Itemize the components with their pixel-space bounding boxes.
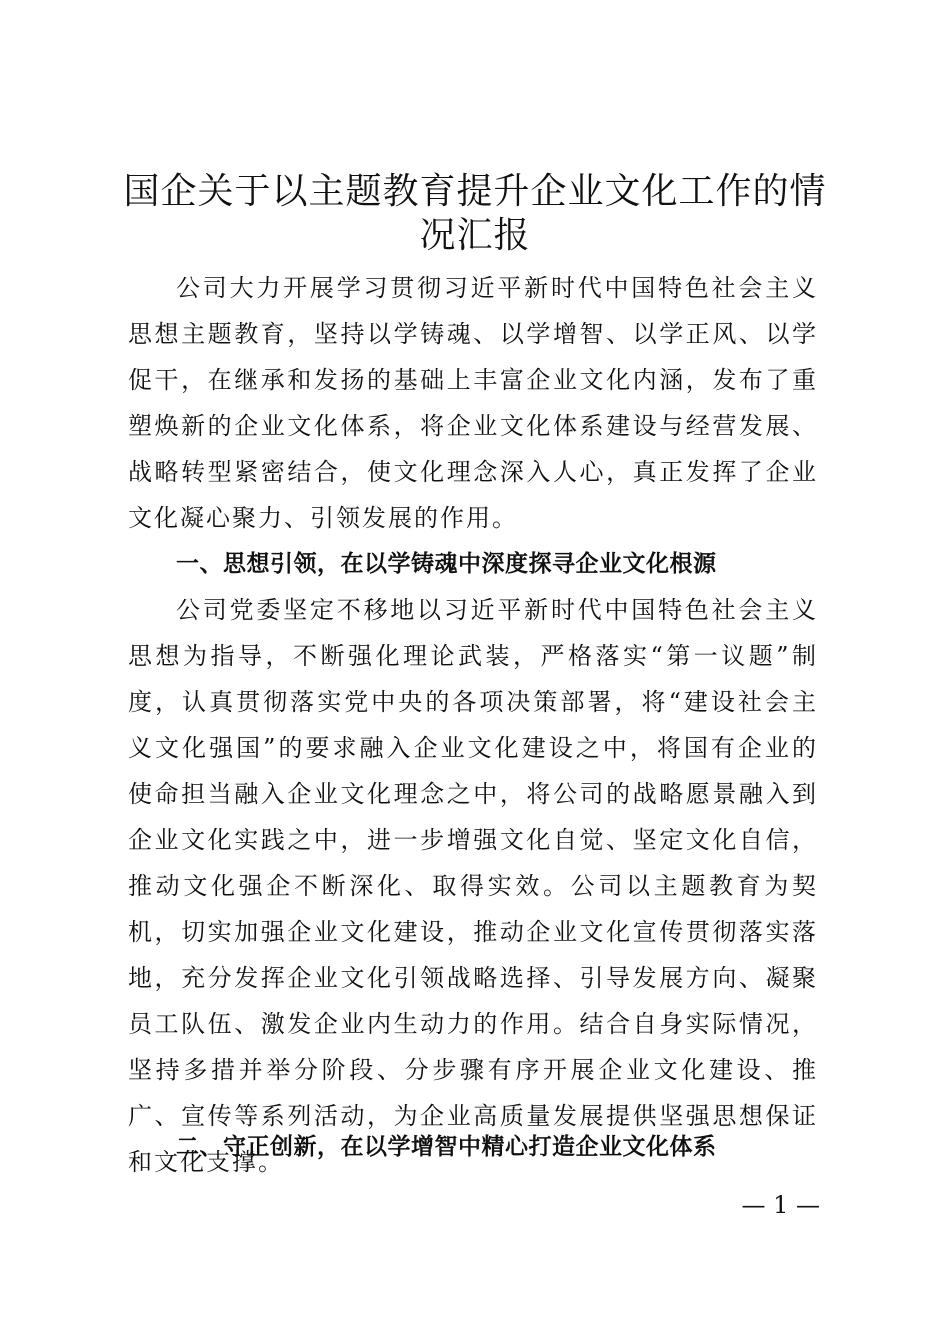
section-heading-2: 二、守正创新，在以学增智中精心打造企业文化体系	[176, 1134, 717, 1160]
section-1-paragraph: 公司党委坚定不移地以习近平新时代中国特色社会主义思想为指导，不断强化理论武装，严格落实“第一议题”制度，认真贯彻落实党中央的各项决策部署，将“建设社会主义文化强国”的要求融入企业文化建设之中，将国有企业的使命担当融入企业文化理念之中，将公司的战略愿景融入到企业文化实践之中，进一步增强文化自觉、坚定文化自信，推动文化强企不断深化、取得实效。公司以主题教育为契机，切实加强企业文化建设，推动企业文化宣传贯彻落实落地，充分发挥企业文化引领战略选择、引导发展方向、凝聚员工队伍、激发企业内生动力的作用。结合自身实际情况，坚持多措并举分阶段、分步骤有序开展企业文化建设、推广、宣传等系列活动，为企业高质量发展提供坚强思想保证和文化支撑。	[128, 596, 818, 1176]
section-heading-1: 一、思想引领，在以学铸魂中深度探寻企业文化根源	[176, 551, 717, 577]
page-number: — 1 —	[741, 1191, 820, 1219]
document-title: 国企关于以主题教育提升企业文化工作的情况汇报	[123, 171, 827, 256]
intro-paragraph: 公司大力开展学习贯彻习近平新时代中国特色社会主义思想主题教育，坚持以学铸魂、以学增智、以学正风、以学促干，在继承和发扬的基础上丰富企业文化内涵，发布了重塑焕新的企业文化体系，将企业文化体系建设与经营发展、战略转型紧密结合，使文化理念深入人心，真正发挥了企业文化凝心聚力、引领发展的作用。	[128, 274, 818, 532]
